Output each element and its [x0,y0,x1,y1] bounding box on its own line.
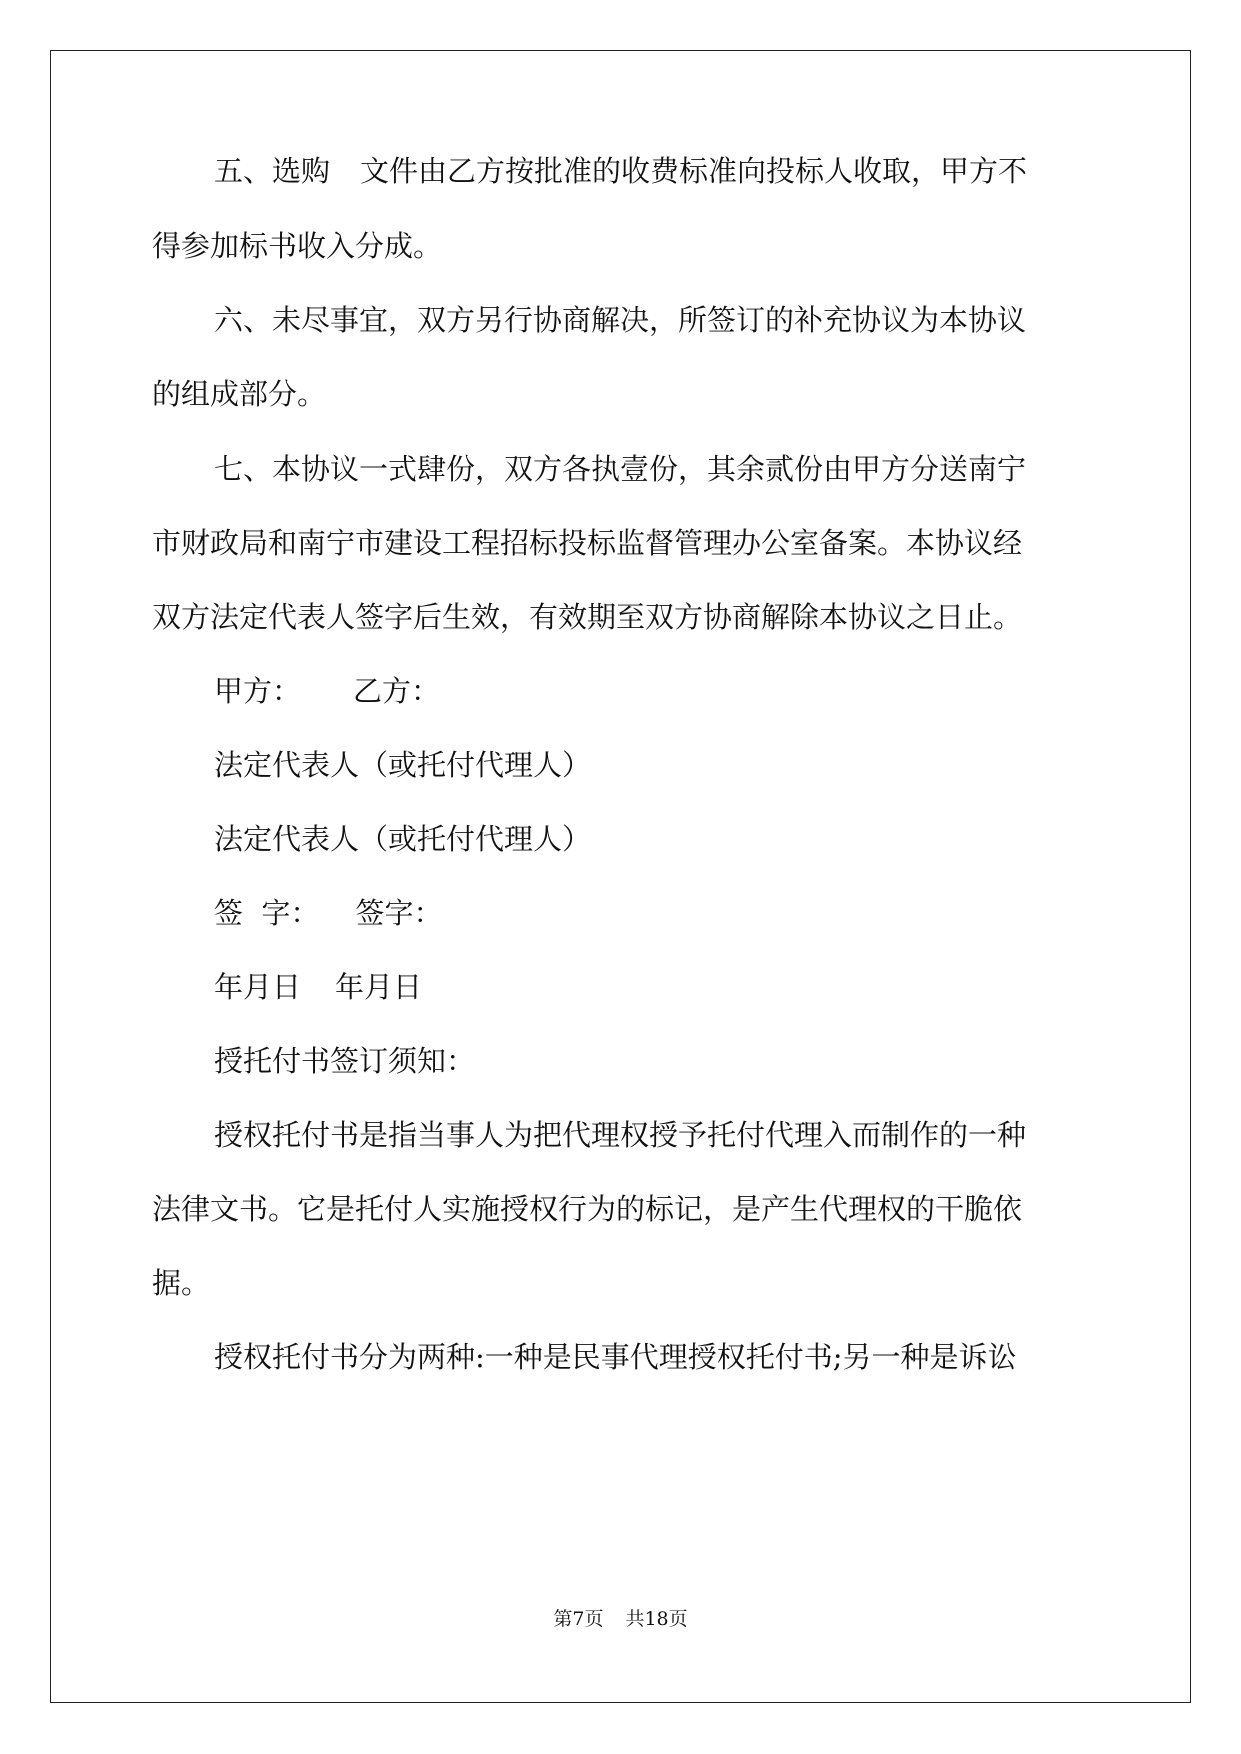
paragraph-6-line-2: 的组成部分。 [152,377,327,411]
page-total: 共18页 [625,1608,688,1630]
notice-2-line-1: 授权托付书分为两种:一种是民事代理授权托付书;另一种是诉讼 [214,1340,1017,1374]
notice-1-line-1: 授权托付书是指当事人为把代理权授予托付代理入而制作的一种 [214,1118,1027,1152]
page-number: 第7页 [553,1608,604,1630]
paragraph-5-line-1 [214,153,1027,189]
notice-1-line-2: 法律文书。它是托付人实施授权行为的标记，是产生代理权的干脆依 [152,1192,1023,1226]
date-a-label: 年月日 [214,970,302,1004]
notice-1-line-3: 据。 [152,1266,211,1300]
party-line [214,673,440,709]
date-b-label: 年月日 [335,970,423,1004]
paragraph-7-line-1: 七、本协议一式肆份，双方各执壹份，其余贰份由甲方分送南宁 [214,452,1027,486]
paragraph-6-line-1: 六、未尽事宜，双方另行协商解决，所签订的补充协议为本协议 [214,303,1027,337]
clause-5-text: 文件由乙方按批准的收费标准向投标人收取，甲方不 [360,154,1028,188]
page-footer [0,1607,1241,1631]
paragraph-7-line-3: 双方法定代表人签字后生效，有效期至双方协商解除本协议之日止。 [152,600,1023,634]
party-a-label: 甲方： [214,674,302,708]
notice-title: 授托付书签订须知： [214,1044,476,1078]
paragraph-7-line-2: 市财政局和南宁市建设工程招标投标监督管理办公室备案。本协议经 [152,526,1023,560]
paragraph-5-line-2: 得参加标书收入分成。 [152,229,443,263]
signature-a-label: 签 字： [214,896,320,930]
clause-5-heading: 五、选购 [214,154,331,188]
page-border [50,50,1191,1703]
party-b-label: 乙方： [353,674,441,708]
signature-b-label: 签字： [355,896,443,930]
representative-line-2: 法定代表人（或托付代理人） [214,822,592,856]
signature-line [214,895,442,931]
representative-line-1: 法定代表人（或托付代理人） [214,748,592,782]
date-line [214,969,422,1005]
